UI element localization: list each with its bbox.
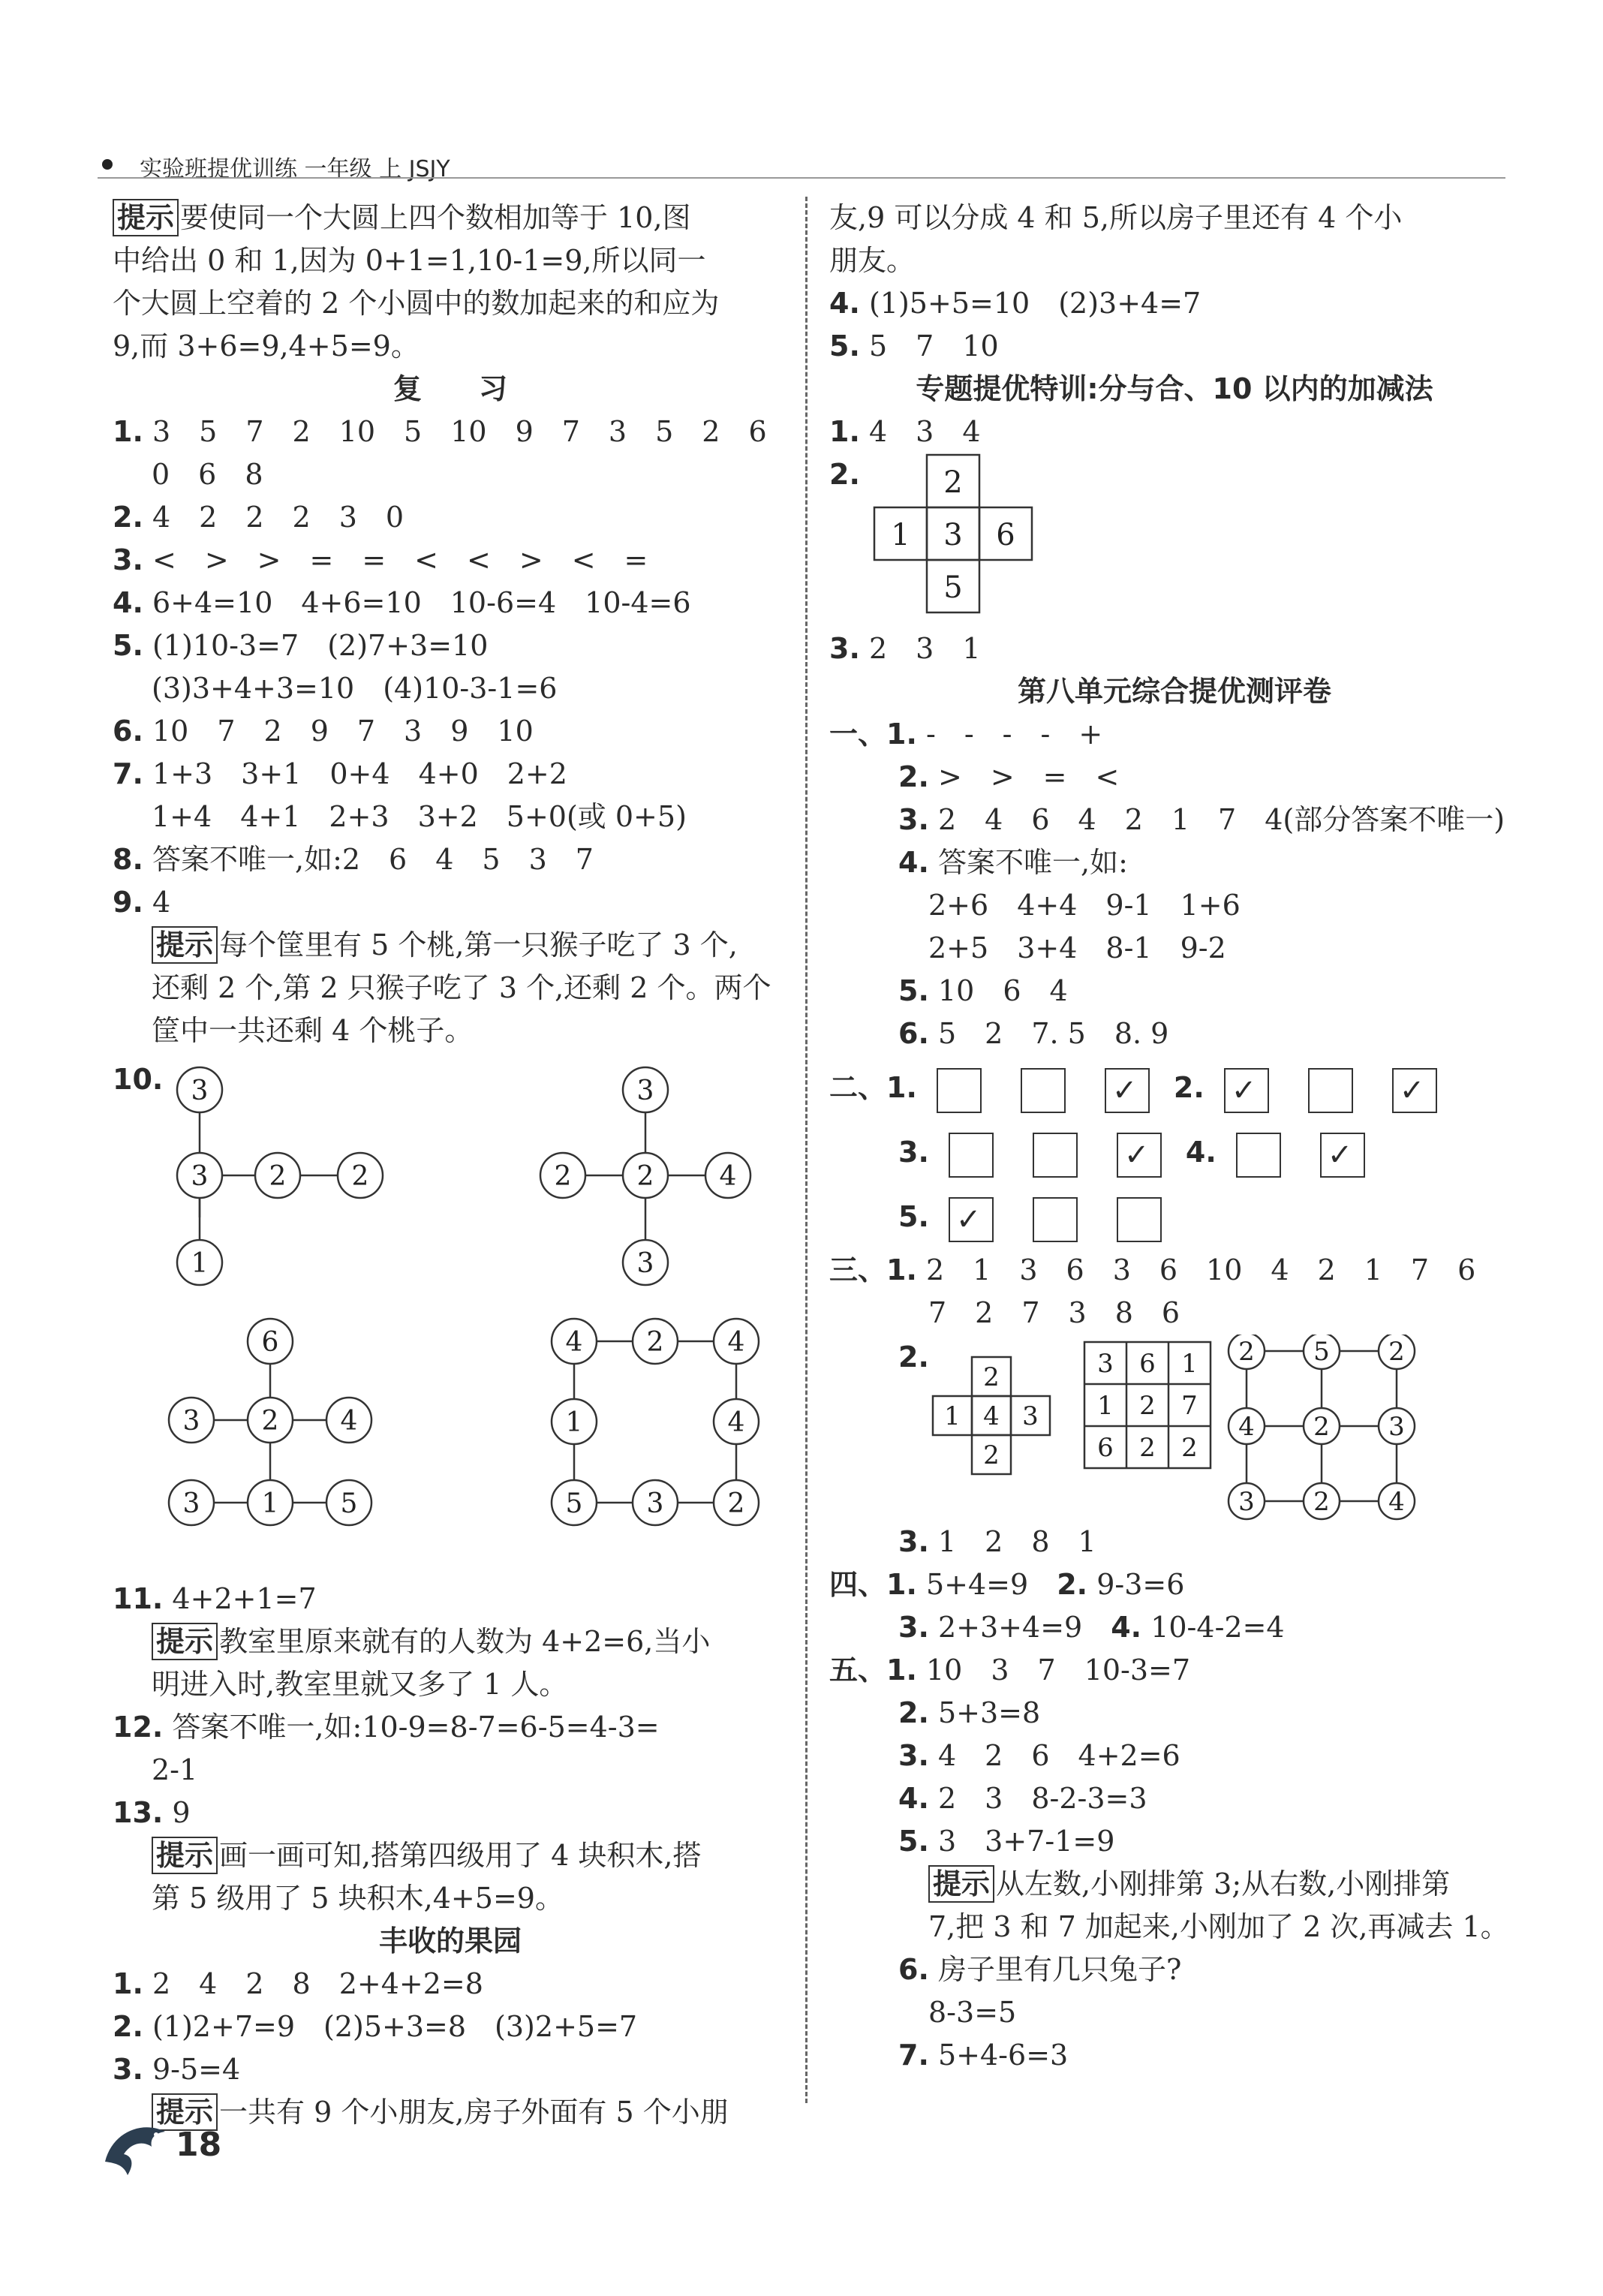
answer-item bbox=[113, 624, 788, 667]
tip-text: 第 5 级用了 5 块积木,4+5=9。 bbox=[152, 1882, 564, 1915]
circle-number: 1 bbox=[565, 1407, 583, 1438]
item-number: 3. bbox=[898, 1136, 929, 1169]
item-number: 8. bbox=[113, 843, 143, 876]
answer-item bbox=[113, 838, 788, 881]
answer-item bbox=[113, 496, 788, 539]
circle-number: 3 bbox=[182, 1406, 200, 1437]
circle-number: 5 bbox=[340, 1488, 358, 1519]
answer-item bbox=[829, 1735, 1520, 1777]
left-column bbox=[113, 197, 788, 2134]
item-number: 3. bbox=[898, 803, 929, 836]
item-number: 4. bbox=[829, 287, 860, 320]
number-tree-figures bbox=[113, 1052, 788, 1578]
answer-box-checked bbox=[1320, 1133, 1365, 1178]
item-number: 7. bbox=[113, 757, 143, 790]
circle-number: 3 bbox=[182, 1488, 200, 1519]
checkbox-row bbox=[829, 1120, 1520, 1184]
answer-text: 2-1 bbox=[152, 1753, 198, 1786]
tip-text: 中给出 0 和 1,因为 0+1=1,10-1=9,所以同一 bbox=[113, 244, 706, 277]
item-number: 四、1. bbox=[829, 1568, 917, 1601]
section-title-review: 复 习 bbox=[392, 372, 507, 405]
circle-number: 2 bbox=[636, 1161, 654, 1192]
answer-item bbox=[829, 325, 1520, 368]
header-rule bbox=[98, 177, 1505, 179]
header-title: 实验班提优训练 一年级 上 JSJY bbox=[140, 156, 450, 182]
checkbox-row bbox=[829, 1184, 1520, 1249]
answer-text: 5+4-6=3 bbox=[937, 2039, 1069, 2072]
tip-text: 9,而 3+6=9,4+5=9。 bbox=[113, 330, 420, 363]
item-10-figures bbox=[113, 1052, 788, 1578]
answer-item bbox=[829, 799, 1520, 841]
answer-text: 4 3 4 bbox=[868, 415, 981, 448]
answer-item bbox=[113, 710, 788, 753]
answer-box bbox=[1021, 1068, 1066, 1113]
grid-number: 2 bbox=[983, 1362, 1000, 1392]
answer-text: < > > = = < < > < = bbox=[152, 543, 648, 576]
item-number: 一、1. bbox=[829, 718, 917, 751]
tip-text: 友,9 可以分成 4 和 5,所以房子里还有 4 个小 bbox=[829, 201, 1403, 234]
item-number: 4. bbox=[898, 846, 929, 879]
answer-item bbox=[113, 1706, 788, 1749]
item-number: 6. bbox=[898, 1017, 929, 1050]
answer-text: 3 5 7 2 10 5 10 9 7 3 5 2 6 bbox=[152, 415, 767, 448]
right-column bbox=[829, 197, 1520, 2077]
answer-item bbox=[829, 411, 1520, 453]
item-number: 13. bbox=[113, 1796, 164, 1829]
tip-line bbox=[113, 197, 788, 239]
answer-item bbox=[113, 2006, 788, 2048]
answer-text: 2 4 6 4 2 1 7 4(部分答案不唯一) bbox=[937, 803, 1505, 836]
answer-box bbox=[949, 1133, 994, 1178]
part3-figure-svg bbox=[919, 1335, 1535, 1521]
answer-item bbox=[829, 2034, 1520, 2077]
grid-number: 1 bbox=[1181, 1349, 1198, 1379]
item-number: 2. bbox=[898, 760, 929, 793]
answer-text: 7 2 7 3 8 6 bbox=[928, 1296, 1180, 1329]
answer-item bbox=[113, 1792, 788, 1834]
circle-number: 5 bbox=[565, 1488, 583, 1519]
answer-box-checked bbox=[1117, 1133, 1162, 1178]
section-title-special: 专题提优特训:分与合、10 以内的加减法 bbox=[916, 372, 1433, 405]
item-number: 2. bbox=[1173, 1071, 1205, 1104]
answer-text: 10 3 7 10-3=7 bbox=[925, 1654, 1191, 1687]
grid-number: 5 bbox=[943, 570, 963, 605]
answer-item bbox=[113, 1578, 788, 1620]
item-number: 二、1. bbox=[829, 1071, 917, 1104]
part3-figures bbox=[829, 1335, 1520, 1521]
tip-text: 每个筐里有 5 个桃,第一只猴子吃了 3 个, bbox=[219, 928, 738, 961]
answer-text: (3)3+4+3=10 (4)10-3-1=6 bbox=[152, 672, 558, 705]
item-number: 5. bbox=[898, 1200, 929, 1233]
grid-number: 1 bbox=[891, 518, 910, 552]
check-icon: ✓ bbox=[1111, 1073, 1138, 1108]
tip-box: 提示 bbox=[152, 1623, 218, 1660]
item-number: 10. bbox=[113, 1063, 164, 1096]
grid-number: 2 bbox=[1139, 1433, 1156, 1463]
grid-number: 2 bbox=[1181, 1433, 1198, 1463]
page-number: 18 bbox=[176, 2126, 222, 2164]
check-icon: ✓ bbox=[1327, 1137, 1353, 1172]
item-number: 2. bbox=[898, 1341, 929, 1374]
circle-number: 3 bbox=[191, 1161, 209, 1192]
answer-item bbox=[829, 841, 1520, 884]
answer-text: 4 2 2 2 3 0 bbox=[152, 501, 405, 534]
answer-text: 10 7 2 9 7 3 9 10 bbox=[152, 715, 534, 748]
answer-box bbox=[1033, 1197, 1078, 1242]
grid-number: 3 bbox=[1022, 1401, 1039, 1431]
item-number: 1. bbox=[113, 415, 143, 448]
circle-number: 2 bbox=[351, 1161, 369, 1192]
tip-line bbox=[113, 1834, 788, 1877]
answer-box bbox=[937, 1068, 982, 1113]
checkbox-row bbox=[829, 1055, 1520, 1120]
section-title-unit8: 第八单元综合提优测评卷 bbox=[1017, 675, 1331, 708]
grid-number: 7 bbox=[1181, 1391, 1198, 1421]
answer-item bbox=[113, 411, 788, 453]
answer-item bbox=[829, 1249, 1520, 1292]
circle-number: 4 bbox=[719, 1161, 737, 1192]
answer-item bbox=[113, 2048, 788, 2091]
item-number: 5. bbox=[898, 974, 929, 1007]
item-number: 2. bbox=[1057, 1568, 1088, 1601]
check-icon: ✓ bbox=[955, 1202, 982, 1237]
item-number: 4. bbox=[898, 1782, 929, 1815]
circle-number: 6 bbox=[261, 1327, 279, 1358]
item-number: 12. bbox=[113, 1711, 164, 1744]
answer-item bbox=[113, 582, 788, 624]
item-number: 三、1. bbox=[829, 1253, 917, 1286]
answer-text: 9-5=4 bbox=[152, 2053, 241, 2086]
item-number: 4. bbox=[1111, 1611, 1142, 1644]
circle-number: 2 bbox=[554, 1161, 572, 1192]
answer-box bbox=[1236, 1133, 1281, 1178]
grid-number: 6 bbox=[1097, 1433, 1114, 1463]
answer-text: 答案不唯一,如:2 6 4 5 3 7 bbox=[152, 843, 594, 876]
item-number: 5. bbox=[829, 330, 860, 363]
answer-text: (1)10-3=7 (2)7+3=10 bbox=[152, 629, 489, 662]
answer-box-checked bbox=[1392, 1068, 1437, 1113]
circle-number: 1 bbox=[191, 1248, 209, 1279]
answer-text: 3 3+7-1=9 bbox=[937, 1825, 1115, 1858]
cross-grid bbox=[867, 453, 1092, 627]
answer-box-checked bbox=[1224, 1068, 1269, 1113]
circle-number: 3 bbox=[636, 1248, 654, 1279]
circle-number: 4 bbox=[727, 1407, 745, 1438]
grid-number: 1 bbox=[944, 1401, 961, 1431]
cross-figure-block bbox=[829, 453, 1520, 627]
circle-number: 5 bbox=[1313, 1337, 1330, 1367]
circle-number: 4 bbox=[1388, 1487, 1405, 1517]
item-number: 3. bbox=[113, 2053, 143, 2086]
answer-item bbox=[829, 1649, 1520, 1692]
answer-item bbox=[829, 1777, 1520, 1820]
item-number: 2. bbox=[113, 2010, 143, 2043]
circle-number: 4 bbox=[565, 1327, 583, 1358]
item-number: 3. bbox=[898, 1611, 929, 1644]
item-number: 11. bbox=[113, 1582, 164, 1615]
grid-number: 4 bbox=[983, 1401, 1000, 1431]
tip-text: 筐中一共还剩 4 个桃子。 bbox=[152, 1014, 474, 1047]
tip-box: 提示 bbox=[113, 199, 179, 236]
item-number: 3. bbox=[898, 1525, 929, 1558]
tip-box: 提示 bbox=[152, 926, 218, 964]
answer-text: 6+4=10 4+6=10 10-6=4 10-4=6 bbox=[152, 586, 691, 619]
grid-number: 6 bbox=[996, 518, 1015, 552]
item-number: 3. bbox=[898, 1739, 929, 1772]
grid-number: 6 bbox=[1139, 1349, 1156, 1379]
grid-number: 2 bbox=[943, 465, 963, 500]
grid-number: 1 bbox=[1097, 1391, 1114, 1421]
tip-text: 朋友。 bbox=[829, 244, 916, 277]
grid-number: 2 bbox=[983, 1440, 1000, 1470]
answer-item bbox=[829, 1948, 1520, 1991]
circle-number: 3 bbox=[191, 1076, 209, 1106]
answer-item bbox=[113, 1963, 788, 2006]
circle-number: 2 bbox=[1238, 1337, 1255, 1367]
tip-line bbox=[113, 924, 788, 967]
answer-text: 10 6 4 bbox=[937, 974, 1068, 1007]
grid-number: 2 bbox=[1139, 1391, 1156, 1421]
circle-number: 2 bbox=[1388, 1337, 1405, 1367]
answer-item bbox=[829, 970, 1520, 1013]
answer-text: 9-3=6 bbox=[1096, 1568, 1185, 1601]
item-number: 4. bbox=[1185, 1136, 1217, 1169]
answer-text: 房子里有几只兔子? bbox=[937, 1953, 1182, 1986]
tip-box: 提示 bbox=[152, 1837, 218, 1874]
answer-text: 0 6 8 bbox=[152, 458, 263, 491]
answer-item bbox=[829, 756, 1520, 799]
tip-line bbox=[829, 1863, 1520, 1906]
answer-item bbox=[829, 1820, 1520, 1863]
item-number: 1. bbox=[113, 1967, 143, 2000]
item-number: 5. bbox=[113, 629, 143, 662]
circle-number: 4 bbox=[340, 1406, 358, 1437]
answer-item bbox=[829, 1521, 1520, 1563]
circle-number: 2 bbox=[646, 1327, 664, 1358]
answer-text: > > = < bbox=[937, 760, 1120, 793]
item-number: 2. bbox=[898, 1696, 929, 1729]
tip-text: 明进入时,教室里就又多了 1 人。 bbox=[152, 1668, 568, 1701]
grid-number: 3 bbox=[943, 518, 963, 552]
answer-item bbox=[829, 1563, 1520, 1606]
answer-text: 1+4 4+1 2+3 3+2 5+0(或 0+5) bbox=[152, 800, 687, 833]
tip-text: 教室里原来就有的人数为 4+2=6,当小 bbox=[219, 1625, 711, 1658]
answer-item bbox=[113, 881, 788, 924]
section-title-orchard: 丰收的果园 bbox=[378, 1924, 522, 1957]
answer-text: 2 3 1 bbox=[868, 632, 981, 665]
answer-text: 2+3+4=9 bbox=[937, 1611, 1111, 1644]
item-number: 6. bbox=[113, 715, 143, 748]
answer-text: 2 3 8-2-3=3 bbox=[937, 1782, 1147, 1815]
circle-number: 3 bbox=[1388, 1412, 1405, 1442]
check-icon: ✓ bbox=[1231, 1073, 1257, 1108]
answer-text: - - - - + bbox=[925, 718, 1103, 751]
answer-text: 5 7 10 bbox=[868, 330, 999, 363]
answer-text: 2+6 4+4 9-1 1+6 bbox=[928, 889, 1241, 922]
tip-line bbox=[113, 1620, 788, 1663]
answer-text: 4+2+1=7 bbox=[172, 1582, 317, 1615]
answer-item bbox=[829, 713, 1520, 756]
answer-text: 2+5 3+4 8-1 9-2 bbox=[928, 931, 1226, 964]
answer-text: (1)2+7=9 (2)5+3=8 (3)2+5=7 bbox=[152, 2010, 638, 2043]
answer-text: (1)5+5=10 (2)3+4=7 bbox=[868, 287, 1201, 320]
checkbox-section bbox=[829, 1055, 1520, 1249]
item-number: 9. bbox=[113, 886, 143, 919]
answer-box-checked bbox=[949, 1197, 994, 1242]
tip-text: 从左数,小刚排第 3;从右数,小刚排第 bbox=[996, 1867, 1451, 1900]
answer-text: 4 2 6 4+2=6 bbox=[937, 1739, 1180, 1772]
item-number: 7. bbox=[898, 2039, 929, 2072]
answer-text: 5 2 7. 5 8. 9 bbox=[937, 1017, 1169, 1050]
circle-number: 2 bbox=[261, 1406, 279, 1437]
answer-box bbox=[1117, 1197, 1162, 1242]
item-number: 6. bbox=[898, 1953, 929, 1986]
answer-text: 8-3=5 bbox=[928, 1996, 1017, 2029]
tip-text: 一共有 9 个小朋友,房子外面有 5 个小朋 bbox=[219, 2096, 729, 2129]
column-divider bbox=[805, 197, 808, 2103]
circle-number: 3 bbox=[646, 1488, 664, 1519]
circle-number: 2 bbox=[727, 1488, 745, 1519]
item-number: 2. bbox=[113, 501, 143, 534]
answer-box-checked bbox=[1105, 1068, 1150, 1113]
circle-number: 4 bbox=[1238, 1412, 1255, 1442]
answer-text: 2 4 2 8 2+4+2=8 bbox=[152, 1967, 483, 2000]
circle-number: 4 bbox=[727, 1327, 745, 1358]
answer-item bbox=[829, 282, 1520, 325]
item-number: 五、1. bbox=[829, 1654, 917, 1687]
circle-number: 3 bbox=[636, 1076, 654, 1106]
dolphin-icon bbox=[98, 2109, 173, 2184]
answer-item bbox=[829, 1606, 1520, 1649]
tip-text: 要使同一个大圆上四个数相加等于 10,图 bbox=[180, 201, 691, 234]
item-number: 1. bbox=[829, 415, 860, 448]
answer-item bbox=[829, 1692, 1520, 1735]
answer-text: 5+4=9 bbox=[925, 1568, 1057, 1601]
answer-text: 4 bbox=[152, 886, 171, 919]
item-number: 5. bbox=[898, 1825, 929, 1858]
tip-text: 个大圆上空着的 2 个小圆中的数加起来的和应为 bbox=[113, 287, 720, 320]
circle-number: 3 bbox=[1238, 1487, 1255, 1517]
circle-number: 1 bbox=[261, 1488, 279, 1519]
answer-text: 答案不唯一,如: bbox=[937, 846, 1128, 879]
tip-box: 提示 bbox=[928, 1865, 994, 1903]
item-number: 3. bbox=[113, 543, 143, 576]
circle-number: 2 bbox=[269, 1161, 287, 1192]
answer-text: 1 2 8 1 bbox=[937, 1525, 1096, 1558]
tip-text: 7,把 3 和 7 加起来,小刚加了 2 次,再减去 1。 bbox=[928, 1910, 1509, 1943]
item-number: 3. bbox=[829, 632, 860, 665]
answer-item bbox=[829, 1013, 1520, 1055]
circle-number: 2 bbox=[1313, 1412, 1330, 1442]
tip-text: 还剩 2 个,第 2 只猴子吃了 3 个,还剩 2 个。两个 bbox=[152, 971, 771, 1004]
answer-item bbox=[829, 627, 1520, 670]
answer-text: 10-4-2=4 bbox=[1150, 1611, 1285, 1644]
check-icon: ✓ bbox=[1123, 1137, 1150, 1172]
answer-text: 9 bbox=[172, 1796, 191, 1829]
answer-box bbox=[1033, 1133, 1078, 1178]
tip-box: 提示 bbox=[152, 2093, 218, 2131]
answer-item bbox=[113, 539, 788, 582]
answer-text: 5+3=8 bbox=[937, 1696, 1041, 1729]
circle-number: 2 bbox=[1313, 1487, 1330, 1517]
answer-box bbox=[1308, 1068, 1353, 1113]
tip-text: 画一画可知,搭第四级用了 4 块积木,搭 bbox=[219, 1839, 702, 1872]
answer-text: 1+3 3+1 0+4 4+0 2+2 bbox=[152, 757, 567, 790]
answer-text: 2 1 3 6 3 6 10 4 2 1 7 6 bbox=[925, 1253, 1476, 1286]
answer-item bbox=[113, 753, 788, 796]
check-icon: ✓ bbox=[1399, 1073, 1425, 1108]
item-number: 4. bbox=[113, 586, 143, 619]
item-number: 2. bbox=[829, 458, 860, 491]
grid-number: 3 bbox=[1097, 1349, 1114, 1379]
answer-text: 答案不唯一,如:10-9=8-7=6-5=4-3= bbox=[172, 1711, 660, 1744]
